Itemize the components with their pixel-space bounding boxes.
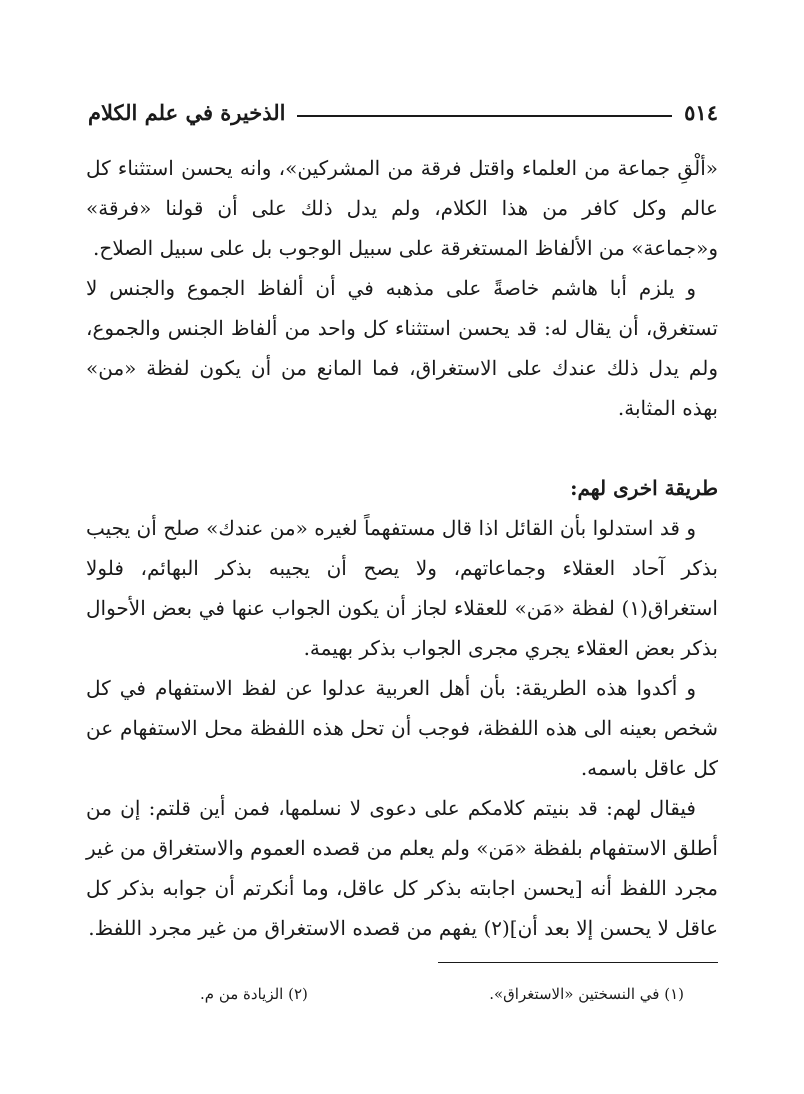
- page-body: [86, 148, 718, 948]
- footnote-1: (١) في النسختين «الاستغراق».: [489, 985, 684, 1003]
- section-gap: [86, 428, 718, 468]
- header-rule: [297, 115, 672, 117]
- running-title: الذخيرة في علم الكلام: [88, 99, 286, 125]
- footnote-2: (٢) الزيادة من م.: [200, 985, 308, 1003]
- section-heading: طريقة اخرى لهم:: [570, 476, 718, 500]
- footnote-rule: [438, 962, 718, 963]
- paragraph: «ألْقِ جماعة من العلماء واقتل فرقة من المشركين»، وانه يحسن استثناء كل عالم وكل كافر من هذا الكلام، ولم يدل ذلك على أن قولنا «فرقة» و«جماعة» من الألفاظ المستغرقة على سبيل الوجوب بل على سبيل الصلاح.: [86, 156, 718, 260]
- paragraph: و قد استدلوا بأن القائل اذا قال مستفهماً لغيره «من عندك» صلح أن يجيب بذكر آحاد العقلاء وجماعاتهم، ولا يصح أن يجيبه بذكر البهائم، فلولا استغراق(١) لفظة «مَن» للعقلاء لجاز أن يكون الجواب عنها في بعض الأحوال بذكر بعض العقلاء يجري مجرى الجواب بذكر بهيمة.: [86, 516, 718, 660]
- running-header: [88, 92, 718, 132]
- page-number: ٥١٤: [684, 99, 718, 125]
- paragraph: و أكدوا هذه الطريقة: بأن أهل العربية عدلوا عن لفظ الاستفهام في كل شخص بعينه الى هذه اللفظة، فوجب أن تحل هذه اللفظة محل الاستفهام عن كل عاقل باسمه.: [86, 676, 718, 780]
- paragraph: و يلزم أبا هاشم خاصةً على مذهبه في أن ألفاظ الجموع والجنس لا تستغرق، أن يقال له: قد يحسن استثناء كل واحد من ألفاظ الجنس والجموع، ولم يدل ذلك عندك على الاستغراق، فما المانع من أن يكون لفظة «من» بهذه المثابة.: [86, 276, 718, 420]
- footnotes: [200, 982, 684, 1006]
- paragraph: فيقال لهم: قد بنيتم كلامكم على دعوى لا نسلمها، فمن أين قلتم: إن من أطلق الاستفهام بلفظة «مَن» ولم يعلم من قصده العموم والاستغراق من غير مجرد اللفظ أنه [يحسن اجابته بذكر كل عاقل، وما أنكرتم أن جوابه بذكر كل عاقل لا يحسن إلا بعد أن](٢) يفهم من قصده الاستغراق من غير مجرد اللفظ.: [86, 796, 718, 940]
